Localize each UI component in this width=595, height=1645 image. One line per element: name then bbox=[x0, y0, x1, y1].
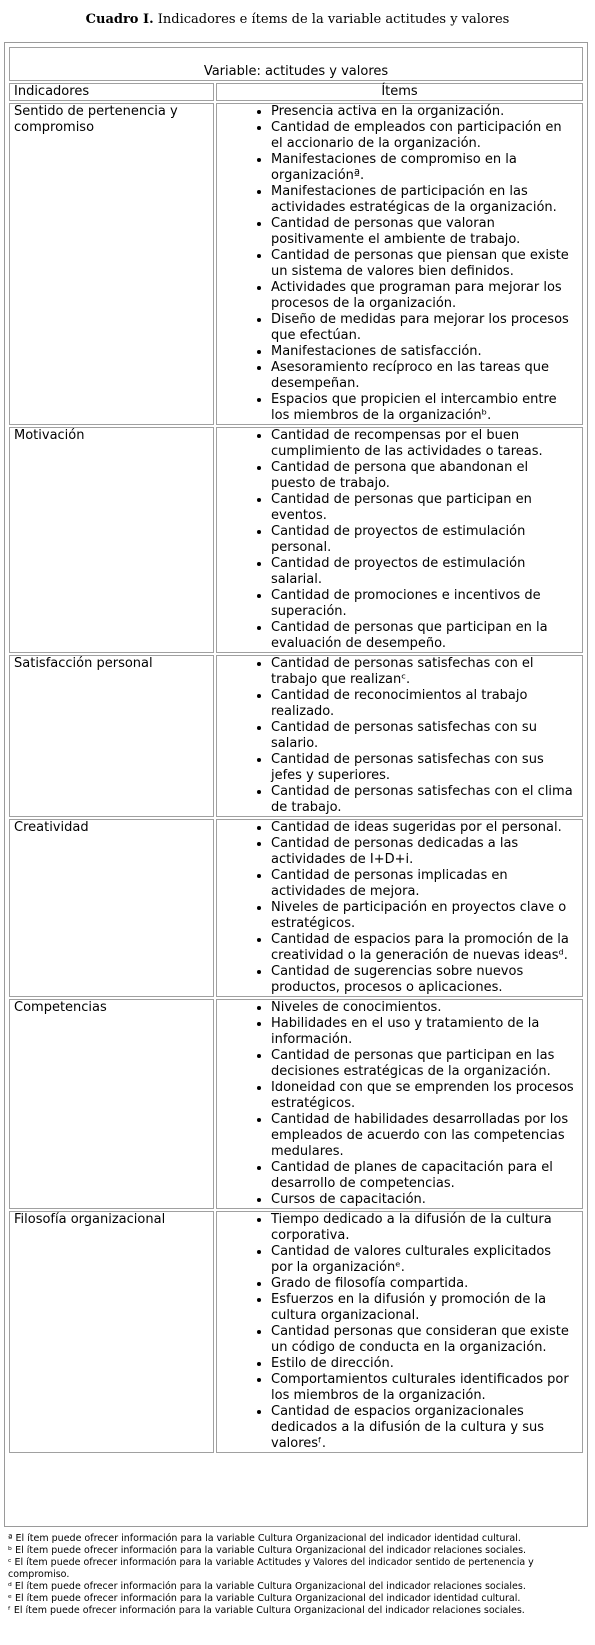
list-item: • Niveles de participación en proyectos clave o estratégicos. bbox=[271, 900, 574, 932]
variable-row bbox=[9, 47, 583, 81]
list-item: • Cantidad de sugerencias sobre nuevos productos, procesos o aplicaciones. bbox=[271, 964, 574, 996]
list-item: • Manifestaciones de participación en las actividades estratégicas de la organización. bbox=[271, 184, 574, 216]
items-list bbox=[221, 1212, 578, 1452]
list-item: • Manifestaciones de compromiso en la organizaciónª. bbox=[271, 152, 574, 184]
list-item: • Cantidad de recompensas por el buen cumplimiento de las actividades o tareas. bbox=[271, 428, 574, 460]
list-item: • Presencia activa en la organización. bbox=[271, 104, 574, 120]
footnote: ᵇ El ítem puede ofrecer información para la variable Cultura Organizacional del indicador relaciones sociales. bbox=[8, 1545, 527, 1556]
table-row bbox=[9, 819, 583, 997]
list-item: • Cantidad de personas implicadas en actividades de mejora. bbox=[271, 868, 574, 900]
header-items: Ítems bbox=[216, 83, 583, 101]
list-item: • Cantidad de personas que participan en las decisiones estratégicas de la organización. bbox=[271, 1048, 574, 1080]
items-cell bbox=[216, 1211, 583, 1453]
list-item: • Cantidad de espacios para la promoción de la creatividad o la generación de nuevas ideasᵈ. bbox=[271, 932, 574, 964]
list-item: • Cantidad personas que consideran que existe un código de conducta en la organización. bbox=[271, 1324, 574, 1356]
list-item: • Habilidades en el uso y tratamiento de la información. bbox=[271, 1016, 574, 1048]
items-cell bbox=[216, 103, 583, 425]
list-item: • Cantidad de personas que participan en eventos. bbox=[271, 492, 574, 524]
list-item: • Cantidad de personas que valoran positivamente el ambiente de trabajo. bbox=[271, 216, 574, 248]
items-cell bbox=[216, 655, 583, 817]
caption-label: Cuadro I. bbox=[85, 12, 154, 27]
items-list bbox=[221, 656, 578, 816]
list-item: • Cantidad de personas satisfechas con el trabajo que realizanᶜ. bbox=[271, 656, 574, 688]
list-item: • Cantidad de personas que participan en la evaluación de desempeño. bbox=[271, 620, 574, 652]
list-item: • Grado de filosofía compartida. bbox=[271, 1276, 574, 1292]
table-caption bbox=[0, 0, 595, 30]
list-item: • Esfuerzos en la difusión y promoción de la cultura organizacional. bbox=[271, 1292, 574, 1324]
list-item: • Cantidad de proyectos de estimulación personal. bbox=[271, 524, 574, 556]
list-item: • Cantidad de personas que piensan que existe un sistema de valores bien definidos. bbox=[271, 248, 574, 280]
list-item: • Cantidad de valores culturales explicitados por la organizaciónᵉ. bbox=[271, 1244, 574, 1276]
caption-text: Indicadores e ítems de la variable actitudes y valores bbox=[157, 12, 510, 27]
list-item: • Cantidad de proyectos de estimulación salarial. bbox=[271, 556, 574, 588]
list-item: • Manifestaciones de satisfacción. bbox=[271, 344, 574, 360]
list-item: • Cantidad de personas satisfechas con sus jefes y superiores. bbox=[271, 752, 574, 784]
table-frame bbox=[4, 42, 588, 1527]
list-item: • Estilo de dirección. bbox=[271, 1356, 574, 1372]
list-item: • Cantidad de reconocimientos al trabajo realizado. bbox=[271, 688, 574, 720]
list-item: • Espacios que propicien el intercambio entre los miembros de la organizaciónᵇ. bbox=[271, 392, 574, 424]
items-list bbox=[221, 104, 578, 424]
list-item: • Tiempo dedicado a la difusión de la cultura corporativa. bbox=[271, 1212, 574, 1244]
indicator-cell: Filosofía organizacional bbox=[9, 1211, 214, 1453]
list-item: • Cantidad de promociones e incentivos de superación. bbox=[271, 588, 574, 620]
footnote: ᵉ El ítem puede ofrecer información para la variable Cultura Organizacional del indicador identidad cultural. bbox=[8, 1593, 521, 1604]
items-list bbox=[221, 1000, 578, 1208]
list-item: • Niveles de conocimientos. bbox=[271, 1000, 574, 1016]
table-row bbox=[9, 103, 583, 425]
list-item: • Cantidad de personas satisfechas con su salario. bbox=[271, 720, 574, 752]
list-item: • Idoneidad con que se emprenden los procesos estratégicos. bbox=[271, 1080, 574, 1112]
indicator-cell: Sentido de pertenencia y compromiso bbox=[9, 103, 214, 425]
list-item: • Cantidad de espacios organizacionales dedicados a la difusión de la cultura y sus valoresᶠ. bbox=[271, 1404, 574, 1452]
indicator-cell: Motivación bbox=[9, 427, 214, 653]
indicator-cell: Competencias bbox=[9, 999, 214, 1209]
list-item: • Comportamientos culturales identificados por los miembros de la organización. bbox=[271, 1372, 574, 1404]
header-row bbox=[9, 83, 583, 101]
header-indicadores: Indicadores bbox=[9, 83, 214, 101]
list-item: • Cantidad de planes de capacitación para el desarrollo de competencias. bbox=[271, 1160, 574, 1192]
items-cell bbox=[216, 999, 583, 1209]
list-item: • Cantidad de persona que abandonan el puesto de trabajo. bbox=[271, 460, 574, 492]
list-item: • Asesoramiento recíproco en las tareas que desempeñan. bbox=[271, 360, 574, 392]
indicator-cell: Satisfacción personal bbox=[9, 655, 214, 817]
indicator-cell: Creatividad bbox=[9, 819, 214, 997]
list-item: • Cursos de capacitación. bbox=[271, 1192, 574, 1208]
footnotes bbox=[8, 1533, 588, 1617]
items-cell bbox=[216, 427, 583, 653]
variable-label: Variable: actitudes y valores bbox=[9, 47, 583, 81]
table-row bbox=[9, 655, 583, 817]
table-row bbox=[9, 427, 583, 653]
table-row bbox=[9, 1211, 583, 1453]
table-row bbox=[9, 999, 583, 1209]
list-item: • Cantidad de empleados con participación en el accionario de la organización. bbox=[271, 120, 574, 152]
footnote: ᶜ El ítem puede ofrecer información para la variable Actitudes y Valores del indicador sentido de pertenencia y compromiso. bbox=[8, 1557, 534, 1580]
list-item: • Diseño de medidas para mejorar los procesos que efectúan. bbox=[271, 312, 574, 344]
list-item: • Cantidad de personas satisfechas con el clima de trabajo. bbox=[271, 784, 574, 816]
items-list bbox=[221, 428, 578, 652]
items-list bbox=[221, 820, 578, 996]
list-item: • Cantidad de personas dedicadas a las actividades de I+D+i. bbox=[271, 836, 574, 868]
footnote: ª El ítem puede ofrecer información para la variable Cultura Organizacional del indicador identidad cultural. bbox=[8, 1533, 521, 1544]
items-cell bbox=[216, 819, 583, 997]
footnote: ᵈ El ítem puede ofrecer información para la variable Cultura Organizacional del indicador relaciones sociales. bbox=[8, 1581, 526, 1592]
indicators-table bbox=[7, 45, 585, 1455]
list-item: • Cantidad de ideas sugeridas por el personal. bbox=[271, 820, 574, 836]
footnote: ᶠ El ítem puede ofrecer información para la variable Cultura Organizacional del indicador relaciones sociales. bbox=[8, 1605, 525, 1616]
list-item: • Actividades que programan para mejorar los procesos de la organización. bbox=[271, 280, 574, 312]
list-item: • Cantidad de habilidades desarrolladas por los empleados de acuerdo con las competencias medulares. bbox=[271, 1112, 574, 1160]
